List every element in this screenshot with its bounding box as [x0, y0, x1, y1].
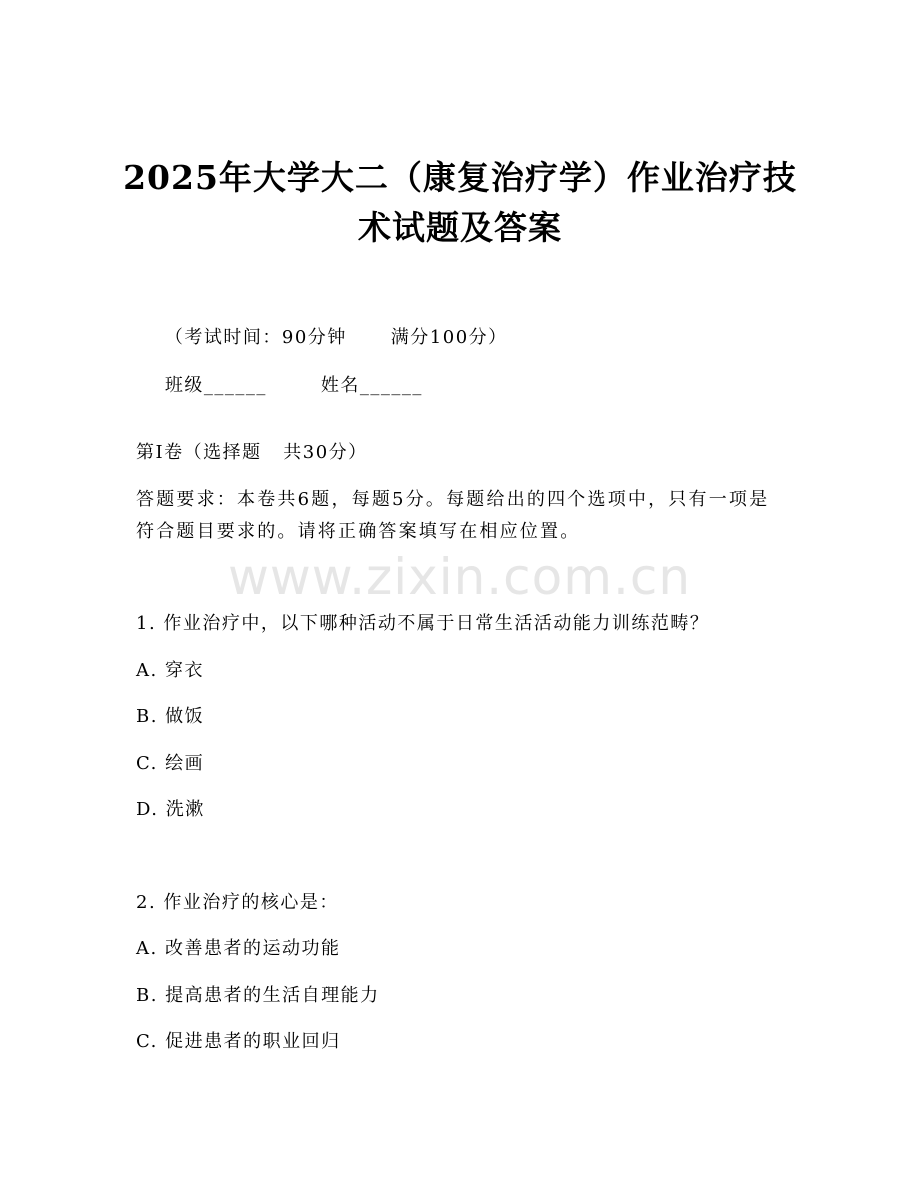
- question-1-option-d: D. 洗漱: [136, 799, 205, 820]
- question-1-option-b: B. 做饭: [136, 706, 205, 727]
- exam-time: （考试时间：90分钟: [164, 327, 347, 348]
- question-1-stem: 1. 作业治疗中，以下哪种活动不属于日常生活活动能力训练范畴？: [136, 613, 710, 634]
- question-1-option-a: A. 穿衣: [136, 660, 204, 681]
- question-2-stem: 2. 作业治疗的核心是：: [136, 892, 339, 913]
- instructions: 答题要求：本卷共6题，每题5分。每题给出的四个选项中，只有一项是符合题目要求的。请将正确答案填写在相应位置。: [136, 489, 770, 542]
- title-line-1: 2025年大学大二（康复治疗学）作业治疗技: [123, 158, 797, 197]
- question-1-option-c: C. 绘画: [136, 753, 205, 774]
- watermark: www.zixin.com.cn: [228, 548, 692, 606]
- question-2-option-b: B. 提高患者的生活自理能力: [136, 985, 380, 1006]
- class-field[interactable]: 班级______: [164, 375, 267, 396]
- section-heading: 第I卷（选择题 共30分）: [136, 442, 368, 463]
- student-info: [136, 350, 423, 422]
- question-2-option-a: A. 改善患者的运动功能: [136, 938, 341, 959]
- question-2-option-c: C. 促进患者的职业回归: [136, 1031, 341, 1052]
- full-score: 满分100分）: [390, 327, 508, 348]
- name-field[interactable]: 姓名______: [320, 375, 423, 396]
- title-line-2: 术试题及答案: [358, 208, 562, 247]
